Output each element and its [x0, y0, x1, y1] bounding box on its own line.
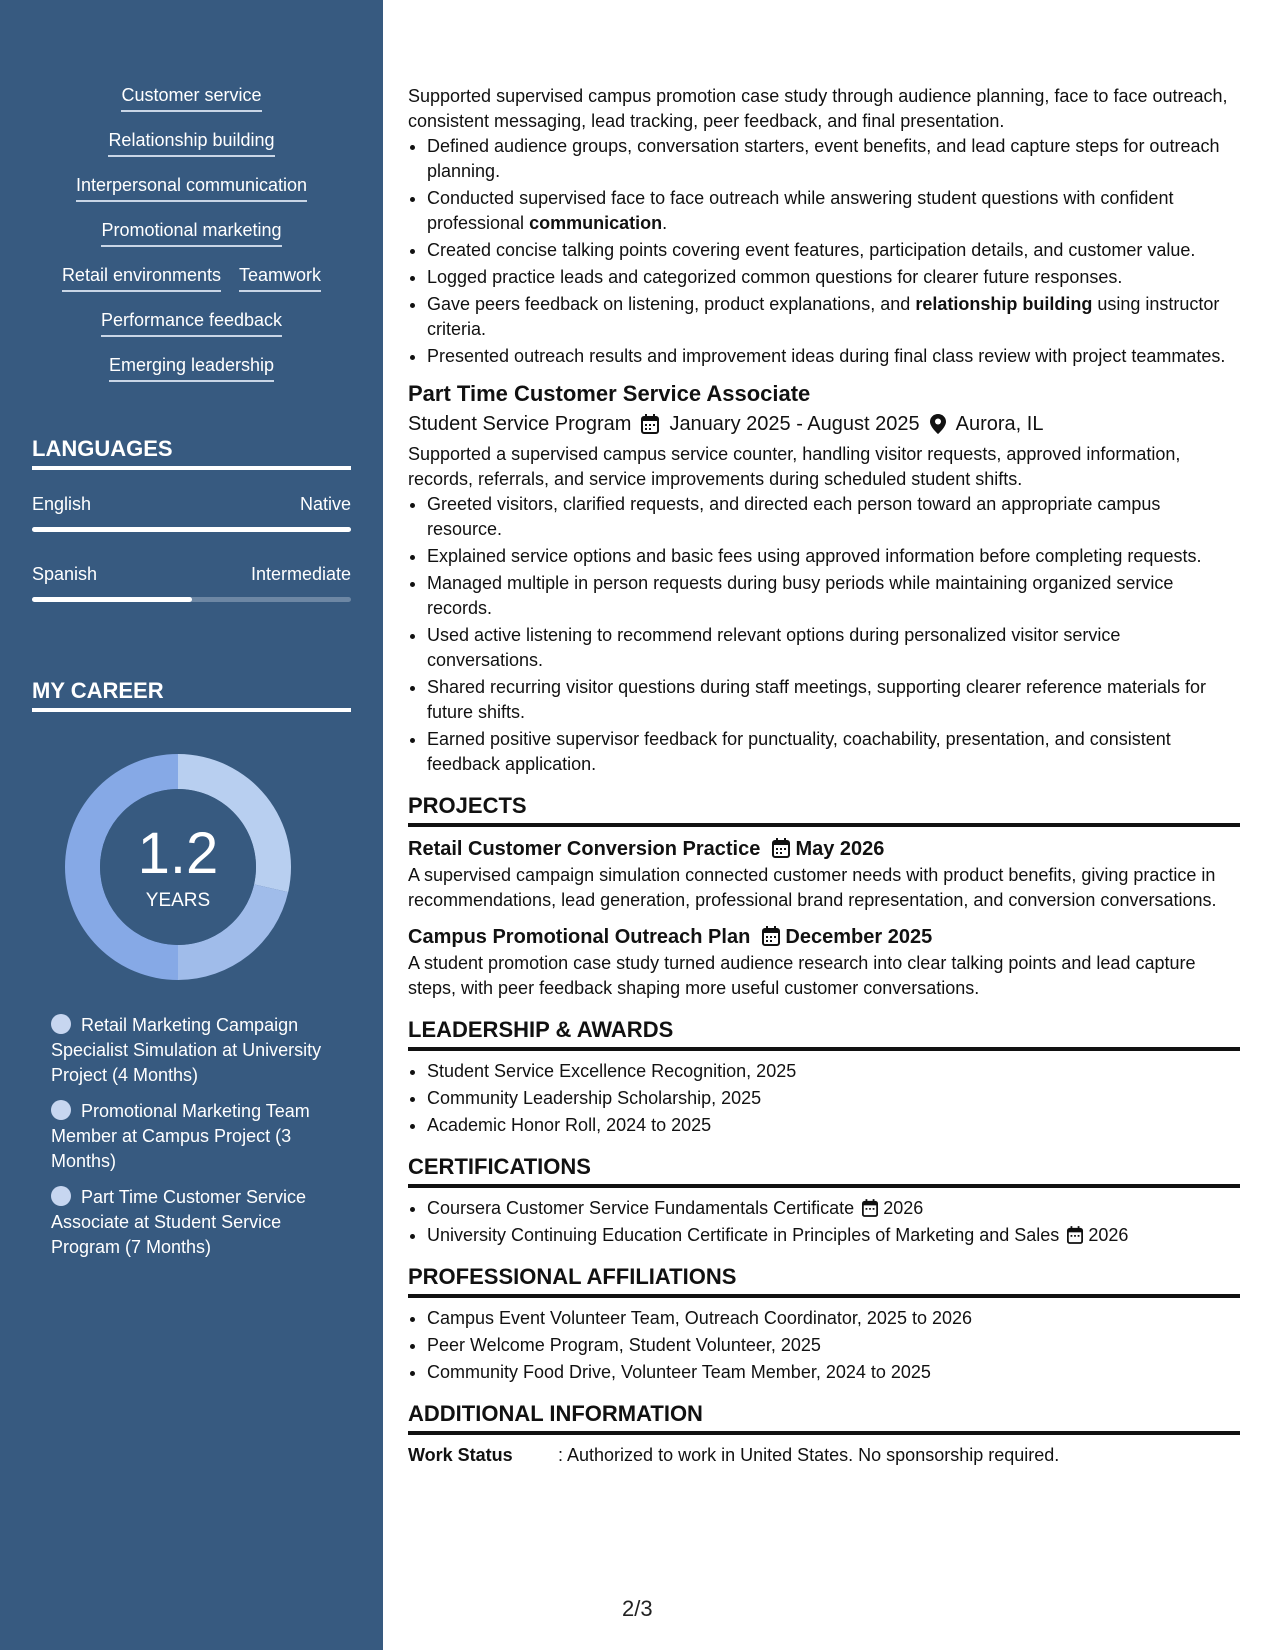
language-bar — [32, 527, 351, 532]
list-item: • Peer Welcome Program, Student Volunteer, 2025 — [427, 1333, 1240, 1358]
project-date: December 2025 — [785, 926, 933, 948]
language-name: Spanish — [32, 564, 98, 584]
language-level: Native — [299, 494, 351, 514]
leadership-list — [408, 1059, 1240, 1138]
section-heading-projects: PROJECTS — [408, 791, 1240, 827]
project-title: Retail Customer Conversion Practice May 2026 — [408, 838, 885, 860]
job-org: Student Service Program — [408, 413, 632, 435]
list-item: • Logged practice leads and categorized common questions for clearer future responses. — [427, 265, 1240, 290]
main-content — [408, 84, 1240, 1468]
language-level: Intermediate — [250, 564, 351, 584]
list-item: • Earned positive supervisor feedback for punctuality, coachability, presentation, and consistent feedback application. — [427, 727, 1240, 777]
calendar-icon — [772, 838, 790, 858]
skills-list — [0, 84, 383, 399]
list-item: • Greeted visitors, clarified requests, and directed each person toward an appropriate campus resource. — [427, 492, 1240, 542]
career-total: 1.2 — [137, 821, 219, 886]
skill-tag: Promotional marketing — [101, 219, 281, 247]
skill-tag: Performance feedback — [101, 309, 282, 337]
list-item: • Explained service options and basic fees using approved information before completing requests. — [427, 544, 1240, 569]
project-title: Campus Promotional Outreach Plan December 2025 — [408, 926, 933, 948]
job-summary: Supported a supervised campus service counter, handling visitor requests, approved information, records, referrals, and service improvements during scheduled student shifts. — [408, 444, 1181, 489]
list-item: • Gave peers feedback on listening, product explanations, and relationship building using instructor criteria. — [427, 292, 1240, 342]
language-bar-fill — [32, 527, 351, 532]
list-item: • Campus Event Volunteer Team, Outreach Coordinator, 2025 to 2026 — [427, 1306, 1240, 1331]
section-heading-certifications: CERTIFICATIONS — [408, 1152, 1240, 1188]
list-item: • University Continuing Education Certificate in Principles of Marketing and Sales 2026 — [427, 1223, 1240, 1248]
list-item: • Managed multiple in person requests during busy periods while maintaining organized service records. — [427, 571, 1240, 621]
career-item: Retail Marketing Campaign Specialist Simulation at University Project (4 Months) — [51, 1015, 322, 1085]
bullet-dot-icon — [51, 1100, 71, 1120]
intro-bullets — [408, 134, 1240, 369]
job-bullets — [408, 492, 1240, 777]
list-item: • Community Food Drive, Volunteer Team Member, 2024 to 2025 — [427, 1360, 1240, 1385]
job-meta — [408, 409, 1240, 439]
calendar-icon — [862, 1199, 878, 1217]
list-item: • Defined audience groups, conversation starters, event benefits, and lead capture steps for outreach planning. — [427, 134, 1240, 184]
list-item: • Presented outreach results and improvement ideas during final class review with project teammates. — [427, 344, 1240, 369]
job-dates: January 2025 - August 2025 — [669, 413, 920, 435]
location-pin-icon — [930, 414, 946, 434]
calendar-icon — [641, 414, 659, 434]
section-heading-additional-info: ADDITIONAL INFORMATION — [408, 1399, 1240, 1435]
project-description: A supervised campaign simulation connected customer needs with product benefits, giving practice in recommendations, lead generation, professional brand representation, and conversion conversations. — [408, 865, 1217, 910]
job-title: Part Time Customer Service Associate — [408, 381, 811, 406]
section-heading-leadership: LEADERSHIP & AWARDS — [408, 1015, 1240, 1051]
career-heading: MY CAREER — [32, 678, 351, 712]
career-item: Part Time Customer Service Associate at Student Service Program (7 Months) — [51, 1187, 307, 1257]
page-number: 2/3 — [622, 1596, 653, 1621]
list-item: • Academic Honor Roll, 2024 to 2025 — [427, 1113, 1240, 1138]
skill-tag: Emerging leadership — [109, 354, 274, 382]
language-bar — [32, 597, 351, 602]
skill-tag: Interpersonal communication — [76, 174, 307, 202]
section-heading-affiliations: PROFESSIONAL AFFILIATIONS — [408, 1262, 1240, 1298]
list-item: • Coursera Customer Service Fundamentals Certificate 2026 — [427, 1196, 1240, 1221]
list-item: • Created concise talking points covering event features, participation details, and customer value. — [427, 238, 1240, 263]
calendar-icon — [762, 926, 780, 946]
career-list — [51, 1013, 351, 1271]
skill-tag: Retail environments — [62, 264, 221, 292]
work-status-value: : Authorized to work in United States. No sponsorship required. — [558, 1445, 1060, 1465]
sidebar — [0, 0, 383, 1650]
list-item: • Conducted supervised face to face outreach while answering student questions with confident professional communication. — [427, 186, 1240, 236]
certifications-list — [408, 1196, 1240, 1248]
list-item: • Student Service Excellence Recognition, 2025 — [427, 1059, 1240, 1084]
language-spanish — [32, 564, 351, 602]
language-bar-fill — [32, 597, 192, 602]
career-item: Promotional Marketing Team Member at Campus Project (3 Months) — [51, 1101, 310, 1171]
intro-summary: Supported supervised campus promotion case study through audience planning, face to face outreach, consistent messaging, lead tracking, peer feedback, and final presentation. — [408, 86, 1228, 131]
list-item: • Used active listening to recommend relevant options during personalized visitor service conversations. — [427, 623, 1240, 673]
work-status-label: Work Status — [408, 1445, 513, 1465]
project-description: A student promotion case study turned audience research into clear talking points and lead capture steps, with peer feedback shaping more useful customer conversations. — [408, 953, 1196, 998]
project-date: May 2026 — [795, 838, 885, 860]
career-unit: YEARS — [145, 890, 211, 911]
language-name: English — [32, 494, 92, 514]
work-status-row — [408, 1443, 1240, 1468]
affiliations-list — [408, 1306, 1240, 1385]
bullet-dot-icon — [51, 1014, 71, 1034]
languages-heading: LANGUAGES — [32, 436, 351, 470]
calendar-icon — [1067, 1226, 1083, 1244]
skill-tag: Relationship building — [108, 129, 274, 157]
list-item: • Shared recurring visitor questions during staff meetings, supporting clearer reference materials for future shifts. — [427, 675, 1240, 725]
list-item: • Community Leadership Scholarship, 2025 — [427, 1086, 1240, 1111]
skill-tag: Teamwork — [239, 264, 321, 292]
job-location: Aurora, IL — [955, 413, 1044, 435]
language-english — [32, 494, 351, 532]
bullet-dot-icon — [51, 1186, 71, 1206]
skill-tag: Customer service — [121, 84, 261, 112]
